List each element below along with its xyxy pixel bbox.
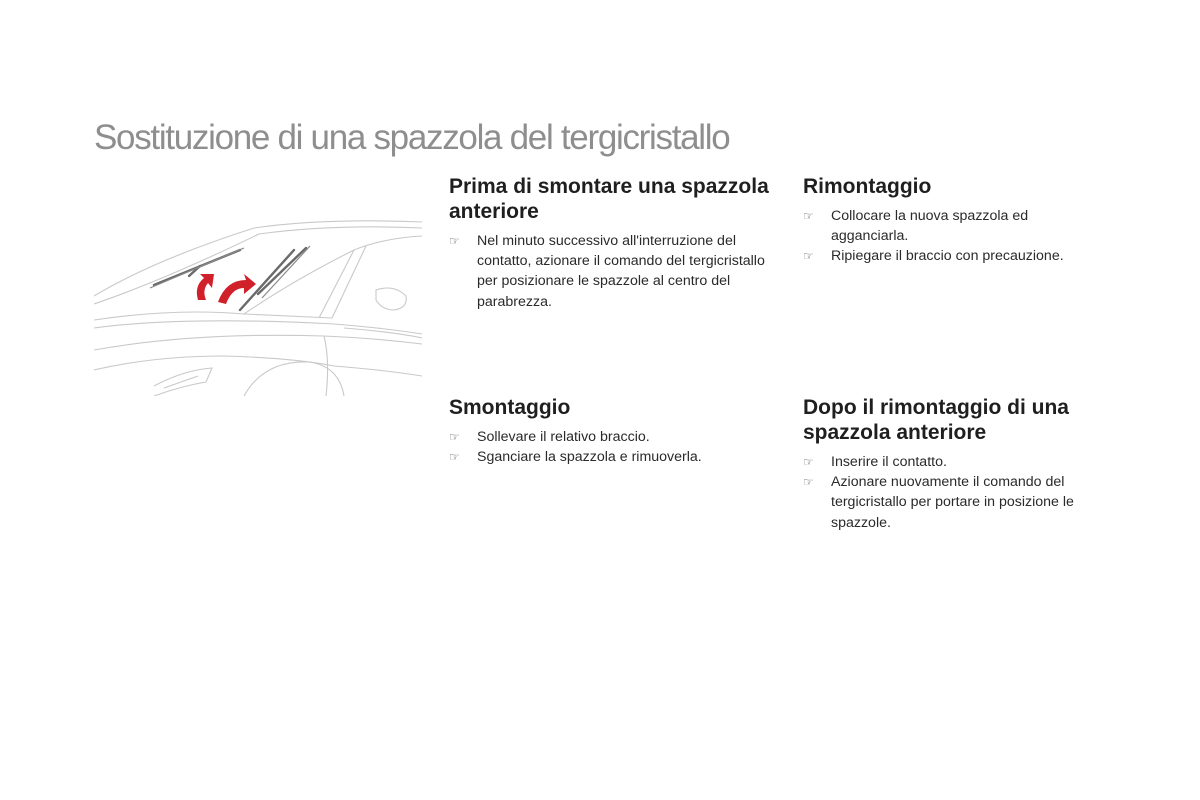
section-heading: Smontaggio <box>449 396 571 419</box>
instruction-list <box>449 427 759 467</box>
page-title: Sostituzione di una spazzola del tergicristallo <box>94 118 730 157</box>
instruction-text: Inserire il contatto. <box>831 454 947 470</box>
pointing-hand-icon: ☞ <box>449 430 460 444</box>
instruction-text: Collocare la nuova spazzola ed agganciarla. <box>831 208 1029 245</box>
instruction-list <box>803 452 1123 533</box>
section-before-removing <box>449 174 779 312</box>
section-heading: Dopo il rimontaggio di una spazzola anteriore <box>803 396 1069 444</box>
pointing-hand-icon: ☞ <box>803 475 814 490</box>
pointing-hand-icon: ☞ <box>449 450 460 465</box>
section-refitting <box>803 174 1103 267</box>
windscreen-wiper-illustration <box>94 210 422 396</box>
list-item <box>449 447 759 467</box>
list-item <box>803 452 1123 472</box>
pointing-hand-icon: ☞ <box>803 455 814 469</box>
instruction-text: Sollevare il relativo braccio. <box>477 429 650 445</box>
list-item <box>803 472 1123 533</box>
instruction-text: Sganciare la spazzola e rimuoverla. <box>477 449 702 466</box>
section-heading: Prima di smontare una spazzola anteriore <box>449 175 769 223</box>
list-item <box>803 206 1103 246</box>
section-heading: Rimontaggio <box>803 175 932 198</box>
section-removal <box>449 395 759 467</box>
pointing-hand-icon: ☞ <box>803 249 814 264</box>
list-item <box>449 427 759 447</box>
instruction-list <box>803 206 1103 267</box>
list-item <box>803 246 1103 266</box>
section-after-refitting <box>803 395 1123 533</box>
instruction-list <box>449 231 779 312</box>
pointing-hand-icon: ☞ <box>803 209 814 223</box>
instruction-text: Nel minuto successivo all'interruzione del contatto, azionare il comando del tergicristallo per posizionare le spazzole al centro del parabrezza. <box>477 233 765 310</box>
instruction-text: Azionare nuovamente il comando del tergicristallo per portare in posizione le spazzole. <box>831 474 1074 531</box>
list-item <box>449 231 779 312</box>
pointing-hand-icon: ☞ <box>449 234 460 248</box>
instruction-text: Ripiegare il braccio con precauzione. <box>831 248 1064 265</box>
